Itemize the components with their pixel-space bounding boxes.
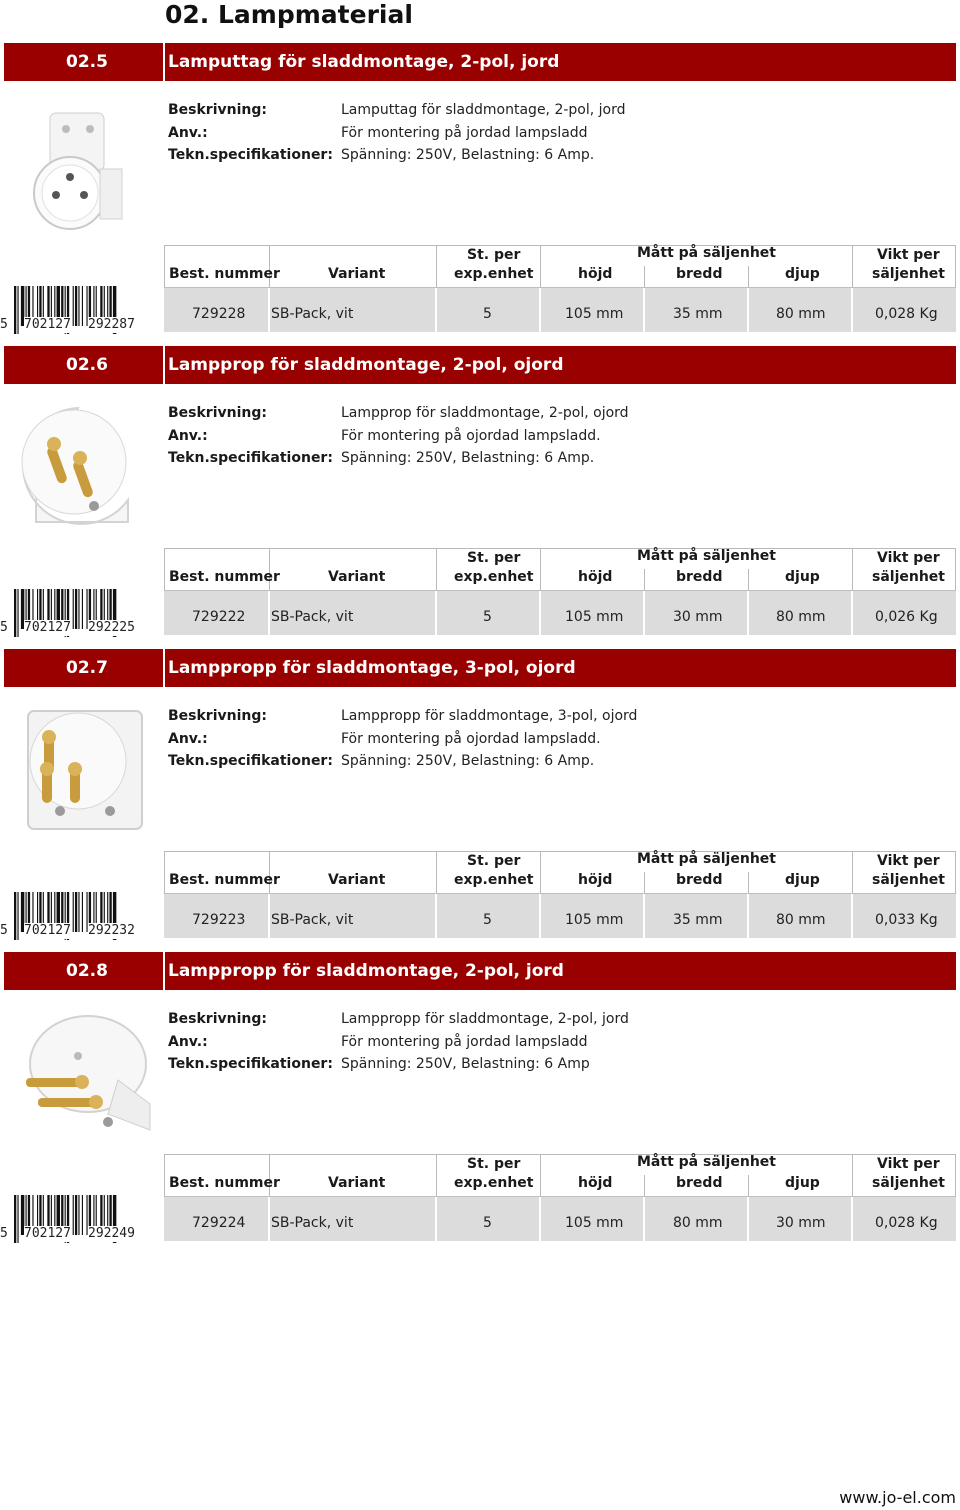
barcode-bar bbox=[17, 286, 18, 334]
barcode-bar bbox=[14, 1195, 16, 1243]
header-saljenhet: säljenhet bbox=[872, 569, 945, 585]
header-hojd: höjd bbox=[578, 569, 613, 585]
cell-bredd: 35 mm bbox=[673, 306, 723, 322]
cell-st-per: 5 bbox=[483, 912, 492, 928]
product-image bbox=[8, 85, 164, 245]
cell-hojd: 105 mm bbox=[565, 1215, 624, 1231]
label-anv: Anv.: bbox=[168, 124, 208, 141]
cell-best-nr: 729223 bbox=[192, 912, 246, 928]
label-anv: Anv.: bbox=[168, 1033, 208, 1050]
table-row bbox=[164, 288, 956, 332]
cell-st-per: 5 bbox=[483, 306, 492, 322]
cell-hojd: 105 mm bbox=[565, 609, 624, 625]
cell-hojd: 105 mm bbox=[565, 912, 624, 928]
barcode-bar bbox=[78, 286, 79, 326]
page-title: 02. Lampmaterial bbox=[165, 0, 413, 29]
label-tekn: Tekn.specifikationer: bbox=[168, 1056, 333, 1072]
table-row bbox=[164, 894, 956, 938]
header-djup: djup bbox=[785, 872, 820, 888]
product-section bbox=[0, 952, 960, 1255]
table-row bbox=[164, 591, 956, 635]
table-header bbox=[164, 851, 956, 894]
cell-vikt: 0,033 Kg bbox=[875, 912, 938, 928]
value-anv: För montering på ojordad lampsladd. bbox=[341, 730, 601, 747]
section-header bbox=[4, 43, 956, 81]
spec-labels bbox=[168, 402, 333, 470]
product-section bbox=[0, 43, 960, 346]
cell-st-per: 5 bbox=[483, 609, 492, 625]
value-tekn: Spänning: 250V, Belastning: 6 Amp. bbox=[341, 147, 595, 163]
barcode bbox=[0, 284, 160, 336]
header-matt: Mått på säljenhet bbox=[637, 1154, 776, 1170]
header-djup: djup bbox=[785, 266, 820, 282]
barcode-bar bbox=[17, 892, 18, 940]
cell-djup: 80 mm bbox=[776, 306, 826, 322]
label-beskrivning: Beskrivning: bbox=[168, 102, 267, 118]
section-title: Lamputtag för sladdmontage, 2-pol, jord bbox=[168, 52, 560, 72]
table-header bbox=[164, 548, 956, 591]
header-best-nummer: Best. nummer bbox=[169, 872, 280, 888]
barcode-bar bbox=[75, 286, 77, 326]
section-header bbox=[4, 346, 956, 384]
cell-djup: 80 mm bbox=[776, 912, 826, 928]
barcode-bar bbox=[78, 589, 79, 629]
spec-labels bbox=[168, 99, 333, 167]
cell-st-per: 5 bbox=[483, 1215, 492, 1231]
cell-best-nr: 729228 bbox=[192, 306, 246, 322]
cell-vikt: 0,026 Kg bbox=[875, 609, 938, 625]
cell-hojd: 105 mm bbox=[565, 306, 624, 322]
barcode-right-digits: 292287 bbox=[88, 317, 135, 332]
value-beskrivning: Lampprop för sladdmontage, 2-pol, ojord bbox=[341, 405, 629, 421]
label-beskrivning: Beskrivning: bbox=[168, 405, 267, 421]
product-image bbox=[8, 388, 164, 548]
header-st-per: St. per bbox=[467, 550, 521, 566]
barcode-prefix: 5 bbox=[0, 620, 8, 635]
barcode-bar bbox=[82, 286, 83, 326]
barcode bbox=[0, 1193, 160, 1245]
section-number: 02.7 bbox=[4, 649, 165, 687]
spec-values bbox=[341, 99, 626, 167]
product-section bbox=[0, 649, 960, 952]
header-vikt-per: Vikt per bbox=[877, 247, 940, 263]
header-bredd: bredd bbox=[676, 1175, 723, 1191]
barcode-right-digits: 292225 bbox=[88, 620, 135, 635]
header-hojd: höjd bbox=[578, 872, 613, 888]
section-header bbox=[4, 649, 956, 687]
value-tekn: Spänning: 250V, Belastning: 6 Amp bbox=[341, 1056, 590, 1072]
cell-best-nr: 729222 bbox=[192, 609, 246, 625]
value-tekn: Spänning: 250V, Belastning: 6 Amp. bbox=[341, 450, 595, 466]
product-image bbox=[8, 994, 164, 1154]
value-beskrivning: Lamppropp för sladdmontage, 2-pol, jord bbox=[341, 1011, 629, 1027]
header-st-per: St. per bbox=[467, 1156, 521, 1172]
section-title: Lampprop för sladdmontage, 2-pol, ojord bbox=[168, 355, 564, 375]
cell-djup: 80 mm bbox=[776, 609, 826, 625]
barcode-left-digits: 702127 bbox=[24, 923, 71, 938]
barcode-prefix: 5 bbox=[0, 1226, 8, 1241]
section-title: Lamppropp för sladdmontage, 2-pol, jord bbox=[168, 961, 564, 981]
cell-vikt: 0,028 Kg bbox=[875, 1215, 938, 1231]
barcode-right-digits: 292249 bbox=[88, 1226, 135, 1241]
header-matt: Mått på säljenhet bbox=[637, 245, 776, 261]
footer-url: www.jo-el.com bbox=[839, 1488, 956, 1507]
cell-variant: SB-Pack, vit bbox=[271, 609, 354, 625]
barcode-bar bbox=[75, 589, 77, 629]
value-anv: För montering på jordad lampsladd bbox=[341, 1033, 588, 1050]
table-header bbox=[164, 1154, 956, 1197]
header-saljenhet: säljenhet bbox=[872, 1175, 945, 1191]
label-tekn: Tekn.specifikationer: bbox=[168, 753, 333, 769]
cell-bredd: 35 mm bbox=[673, 912, 723, 928]
value-tekn: Spänning: 250V, Belastning: 6 Amp. bbox=[341, 753, 595, 769]
label-tekn: Tekn.specifikationer: bbox=[168, 147, 333, 163]
barcode-bar bbox=[73, 589, 74, 629]
barcode-left-digits: 702127 bbox=[24, 1226, 71, 1241]
section-number: 02.8 bbox=[4, 952, 165, 990]
cell-best-nr: 729224 bbox=[192, 1215, 246, 1231]
barcode-bar bbox=[14, 589, 16, 637]
label-tekn: Tekn.specifikationer: bbox=[168, 450, 333, 466]
header-variant: Variant bbox=[328, 266, 386, 282]
header-best-nummer: Best. nummer bbox=[169, 1175, 280, 1191]
header-bredd: bredd bbox=[676, 872, 723, 888]
header-saljenhet: säljenhet bbox=[872, 266, 945, 282]
barcode-bar bbox=[17, 1195, 18, 1243]
header-st-per: St. per bbox=[467, 853, 521, 869]
header-exp-enhet: exp.enhet bbox=[454, 569, 534, 585]
spec-values bbox=[341, 402, 629, 470]
header-exp-enhet: exp.enhet bbox=[454, 1175, 534, 1191]
barcode-left-digits: 702127 bbox=[24, 317, 71, 332]
header-hojd: höjd bbox=[578, 266, 613, 282]
barcode-bar bbox=[17, 589, 18, 637]
cell-variant: SB-Pack, vit bbox=[271, 306, 354, 322]
header-bredd: bredd bbox=[676, 569, 723, 585]
barcode-left-digits: 702127 bbox=[24, 620, 71, 635]
barcode-bar bbox=[75, 1195, 77, 1235]
label-anv: Anv.: bbox=[168, 427, 208, 444]
cell-bredd: 80 mm bbox=[673, 1215, 723, 1231]
header-exp-enhet: exp.enhet bbox=[454, 266, 534, 282]
section-header bbox=[4, 952, 956, 990]
barcode bbox=[0, 890, 160, 942]
product-section bbox=[0, 346, 960, 649]
barcode-bar bbox=[82, 892, 83, 932]
header-st-per: St. per bbox=[467, 247, 521, 263]
barcode-bar bbox=[78, 892, 79, 932]
section-number: 02.6 bbox=[4, 346, 165, 384]
barcode-bar bbox=[14, 892, 16, 940]
barcode-bar bbox=[75, 892, 77, 932]
spec-labels bbox=[168, 1008, 333, 1076]
cell-vikt: 0,028 Kg bbox=[875, 306, 938, 322]
header-matt: Mått på säljenhet bbox=[637, 548, 776, 564]
barcode-bar bbox=[14, 286, 16, 334]
value-anv: För montering på ojordad lampsladd. bbox=[341, 427, 601, 444]
barcode-right-digits: 292232 bbox=[88, 923, 135, 938]
header-matt: Mått på säljenhet bbox=[637, 851, 776, 867]
header-variant: Variant bbox=[328, 569, 386, 585]
header-bredd: bredd bbox=[676, 266, 723, 282]
table-header bbox=[164, 245, 956, 288]
barcode bbox=[0, 587, 160, 639]
spec-values bbox=[341, 705, 637, 773]
header-hojd: höjd bbox=[578, 1175, 613, 1191]
spec-labels bbox=[168, 705, 333, 773]
barcode-bar bbox=[73, 892, 74, 932]
barcode-prefix: 5 bbox=[0, 317, 8, 332]
barcode-bar bbox=[73, 286, 74, 326]
header-djup: djup bbox=[785, 1175, 820, 1191]
section-number: 02.5 bbox=[4, 43, 165, 81]
cell-bredd: 30 mm bbox=[673, 609, 723, 625]
label-anv: Anv.: bbox=[168, 730, 208, 747]
header-djup: djup bbox=[785, 569, 820, 585]
label-beskrivning: Beskrivning: bbox=[168, 708, 267, 724]
header-exp-enhet: exp.enhet bbox=[454, 872, 534, 888]
section-title: Lamppropp för sladdmontage, 3-pol, ojord bbox=[168, 658, 576, 678]
spec-values bbox=[341, 1008, 629, 1076]
header-variant: Variant bbox=[328, 1175, 386, 1191]
header-vikt-per: Vikt per bbox=[877, 550, 940, 566]
header-best-nummer: Best. nummer bbox=[169, 266, 280, 282]
table-row bbox=[164, 1197, 956, 1241]
barcode-bar bbox=[78, 1195, 79, 1235]
value-beskrivning: Lamputtag för sladdmontage, 2-pol, jord bbox=[341, 102, 626, 118]
product-image bbox=[8, 691, 164, 851]
cell-variant: SB-Pack, vit bbox=[271, 912, 354, 928]
header-variant: Variant bbox=[328, 872, 386, 888]
barcode-bar bbox=[73, 1195, 74, 1235]
barcode-bar bbox=[82, 589, 83, 629]
header-vikt-per: Vikt per bbox=[877, 853, 940, 869]
header-best-nummer: Best. nummer bbox=[169, 569, 280, 585]
cell-djup: 30 mm bbox=[776, 1215, 826, 1231]
value-beskrivning: Lamppropp för sladdmontage, 3-pol, ojord bbox=[341, 708, 638, 724]
header-vikt-per: Vikt per bbox=[877, 1156, 940, 1172]
barcode-bar bbox=[82, 1195, 83, 1235]
value-anv: För montering på jordad lampsladd bbox=[341, 124, 588, 141]
barcode-prefix: 5 bbox=[0, 923, 8, 938]
label-beskrivning: Beskrivning: bbox=[168, 1011, 267, 1027]
header-saljenhet: säljenhet bbox=[872, 872, 945, 888]
cell-variant: SB-Pack, vit bbox=[271, 1215, 354, 1231]
